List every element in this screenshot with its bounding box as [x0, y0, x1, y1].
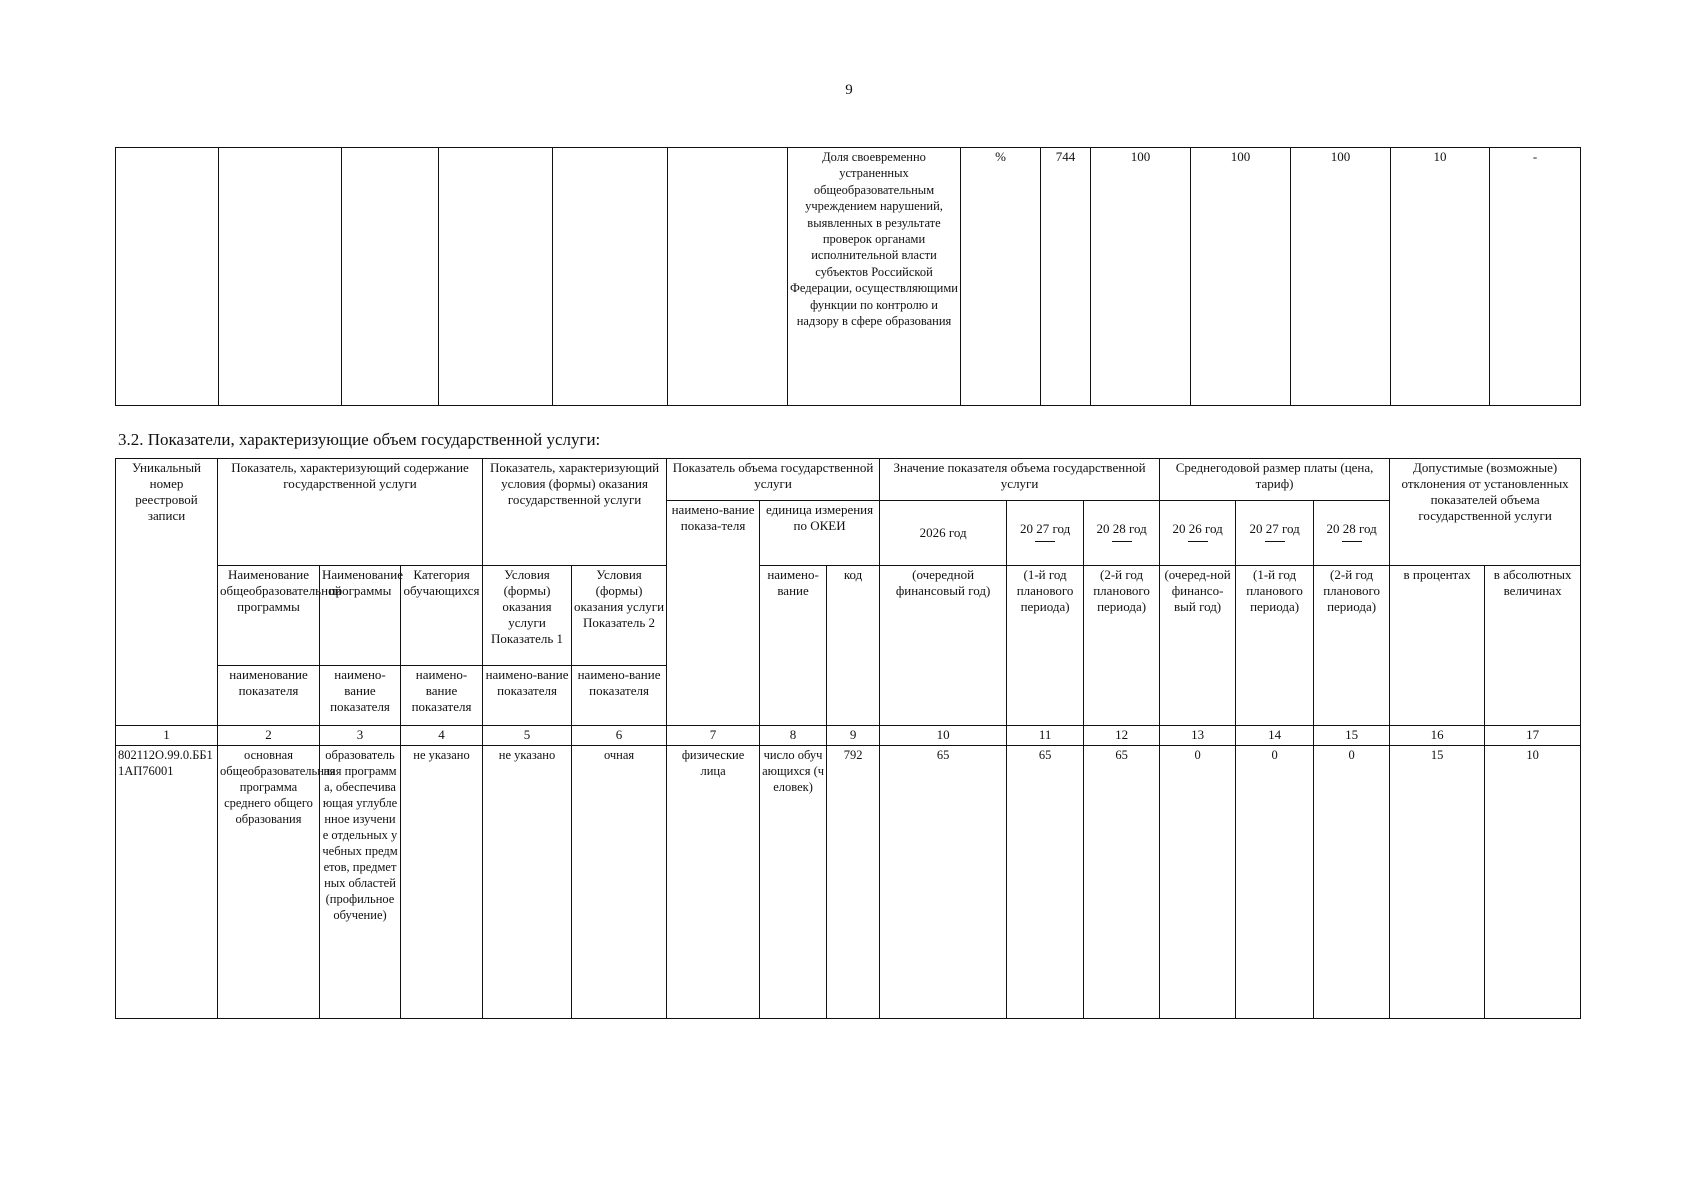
header-sub-indicator-name: наимено-вание показателя: [483, 666, 572, 726]
header-program-name: Наименование общеобразовательной программы: [218, 566, 320, 666]
unit-name: число обучающихся (человек): [760, 746, 827, 1019]
condition-2: очная: [572, 746, 667, 1019]
column-number: 16: [1390, 726, 1485, 746]
deviation-absolute: 10: [1485, 746, 1581, 1019]
fee-2027: 0: [1236, 746, 1314, 1019]
deviation-percent: 10: [1391, 148, 1490, 406]
empty-cell: [342, 148, 439, 406]
indicator-name: физические лица: [667, 746, 760, 1019]
header-category: Категория обучающихся: [401, 566, 483, 666]
empty-cell: [439, 148, 553, 406]
program: образовательная программа, обеспечивающая углубленное изучение отдельных учебных предметов, предметных областей (профильное обучение): [320, 746, 401, 1019]
column-number: 11: [1007, 726, 1084, 746]
quality-indicators-table: [115, 147, 1581, 406]
header-condition-1: Условия (формы) оказания услуги Показатель 1: [483, 566, 572, 666]
section-title: 3.2. Показатели, характеризующие объем государственной услуги:: [118, 430, 601, 449]
header-fee-2027-note: (1-й год планового периода): [1236, 566, 1314, 726]
header-condition-2: Условия (формы) оказания услуги Показатель 2: [572, 566, 667, 666]
header-sub-indicator-name: наимено-вание показателя: [320, 666, 401, 726]
indicator-name: Доля своевременно устраненных общеобразовательным учреждением нарушений, выявленных в результате проверок органами исполнительной власти субъектов Российской Федерации, осуществляющими функции по контролю и надзору в сфере образования: [788, 148, 961, 406]
header-volume-value-group: Значение показателя объема государственной услуги: [880, 459, 1160, 501]
header-sub-indicator-name: наимено-вание показателя: [401, 666, 483, 726]
header-year-2027-note: (1-й год планового периода): [1007, 566, 1084, 726]
deviation-absolute: -: [1490, 148, 1581, 406]
unique-number: 802112О.99.0.ББ11АП76001: [116, 746, 218, 1019]
column-number: 12: [1084, 726, 1160, 746]
header-year-2026-note: (очередной финансовый год): [880, 566, 1007, 726]
header-volume-indicator-group: Показатель объема государственной услуги: [667, 459, 880, 501]
empty-cell: [553, 148, 668, 406]
unit-code: 744: [1041, 148, 1091, 406]
value-2026: 65: [880, 746, 1007, 1019]
column-number: 13: [1160, 726, 1236, 746]
header-year-2028: 20 28 год: [1084, 501, 1160, 566]
fee-2026: 0: [1160, 746, 1236, 1019]
header-year-2028-note: (2-й год планового периода): [1084, 566, 1160, 726]
deviation-percent: 15: [1390, 746, 1485, 1019]
header-unique-number: Уникальный номер реестровой записи: [116, 459, 218, 726]
unit-code: 792: [827, 746, 880, 1019]
header-deviation-percent: в процентах: [1390, 566, 1485, 726]
header-row: [116, 566, 1581, 666]
volume-indicators-table: [115, 458, 1581, 1019]
header-content-group: Показатель, характеризующий содержание государственной услуги: [218, 459, 483, 566]
value-2027: 65: [1007, 746, 1084, 1019]
table-row: [116, 148, 1581, 406]
empty-cell: [668, 148, 788, 406]
header-fee-2028: 20 28 год: [1314, 501, 1390, 566]
header-conditions-group: Показатель, характеризующий условия (формы) оказания государственной услуги: [483, 459, 667, 566]
table-row: [116, 746, 1581, 1019]
page-number: 9: [845, 82, 853, 98]
header-deviation-absolute: в абсолютных величинах: [1485, 566, 1581, 726]
column-number: 3: [320, 726, 401, 746]
header-avg-fee-group: Среднегодовой размер платы (цена, тариф): [1160, 459, 1390, 501]
column-number: 6: [572, 726, 667, 746]
column-number: 1: [116, 726, 218, 746]
program-name: основная общеобразовательная программа среднего общего образования: [218, 746, 320, 1019]
header-year-2026: 2026 год: [880, 501, 1007, 566]
empty-cell: [219, 148, 342, 406]
header-row: [116, 459, 1581, 501]
header-unit-group: единица измерения по ОКЕИ: [760, 501, 880, 566]
header-year-2027: 20 27 год: [1007, 501, 1084, 566]
condition-1: не указано: [483, 746, 572, 1019]
header-unit-name: наимено-вание: [760, 566, 827, 726]
fee-2028: 0: [1314, 746, 1390, 1019]
header-indicator-name: наимено-вание показа-теля: [667, 501, 760, 726]
header-program: Наименование программы: [320, 566, 401, 666]
column-number-row: [116, 726, 1581, 746]
column-number: 2: [218, 726, 320, 746]
column-number: 10: [880, 726, 1007, 746]
column-number: 4: [401, 726, 483, 746]
empty-cell: [116, 148, 219, 406]
header-sub-indicator-name: наименование показателя: [218, 666, 320, 726]
value-2028: 65: [1084, 746, 1160, 1019]
unit-name: %: [961, 148, 1041, 406]
value-2028: 100: [1291, 148, 1391, 406]
header-fee-2026: 20 26 год: [1160, 501, 1236, 566]
header-deviation-group: Допустимые (возможные) отклонения от установленных показателей объема государственной услуги: [1390, 459, 1581, 566]
value-2027: 100: [1191, 148, 1291, 406]
value-2026: 100: [1091, 148, 1191, 406]
column-number: 17: [1485, 726, 1581, 746]
column-number: 7: [667, 726, 760, 746]
header-fee-2026-note: (очеред-ной финансо-вый год): [1160, 566, 1236, 726]
column-number: 8: [760, 726, 827, 746]
column-number: 14: [1236, 726, 1314, 746]
header-fee-2028-note: (2-й год планового периода): [1314, 566, 1390, 726]
column-number: 5: [483, 726, 572, 746]
column-number: 9: [827, 726, 880, 746]
column-number: 15: [1314, 726, 1390, 746]
header-sub-indicator-name: наимено-вание показателя: [572, 666, 667, 726]
category: не указано: [401, 746, 483, 1019]
header-fee-2027: 20 27 год: [1236, 501, 1314, 566]
header-unit-code: код: [827, 566, 880, 726]
